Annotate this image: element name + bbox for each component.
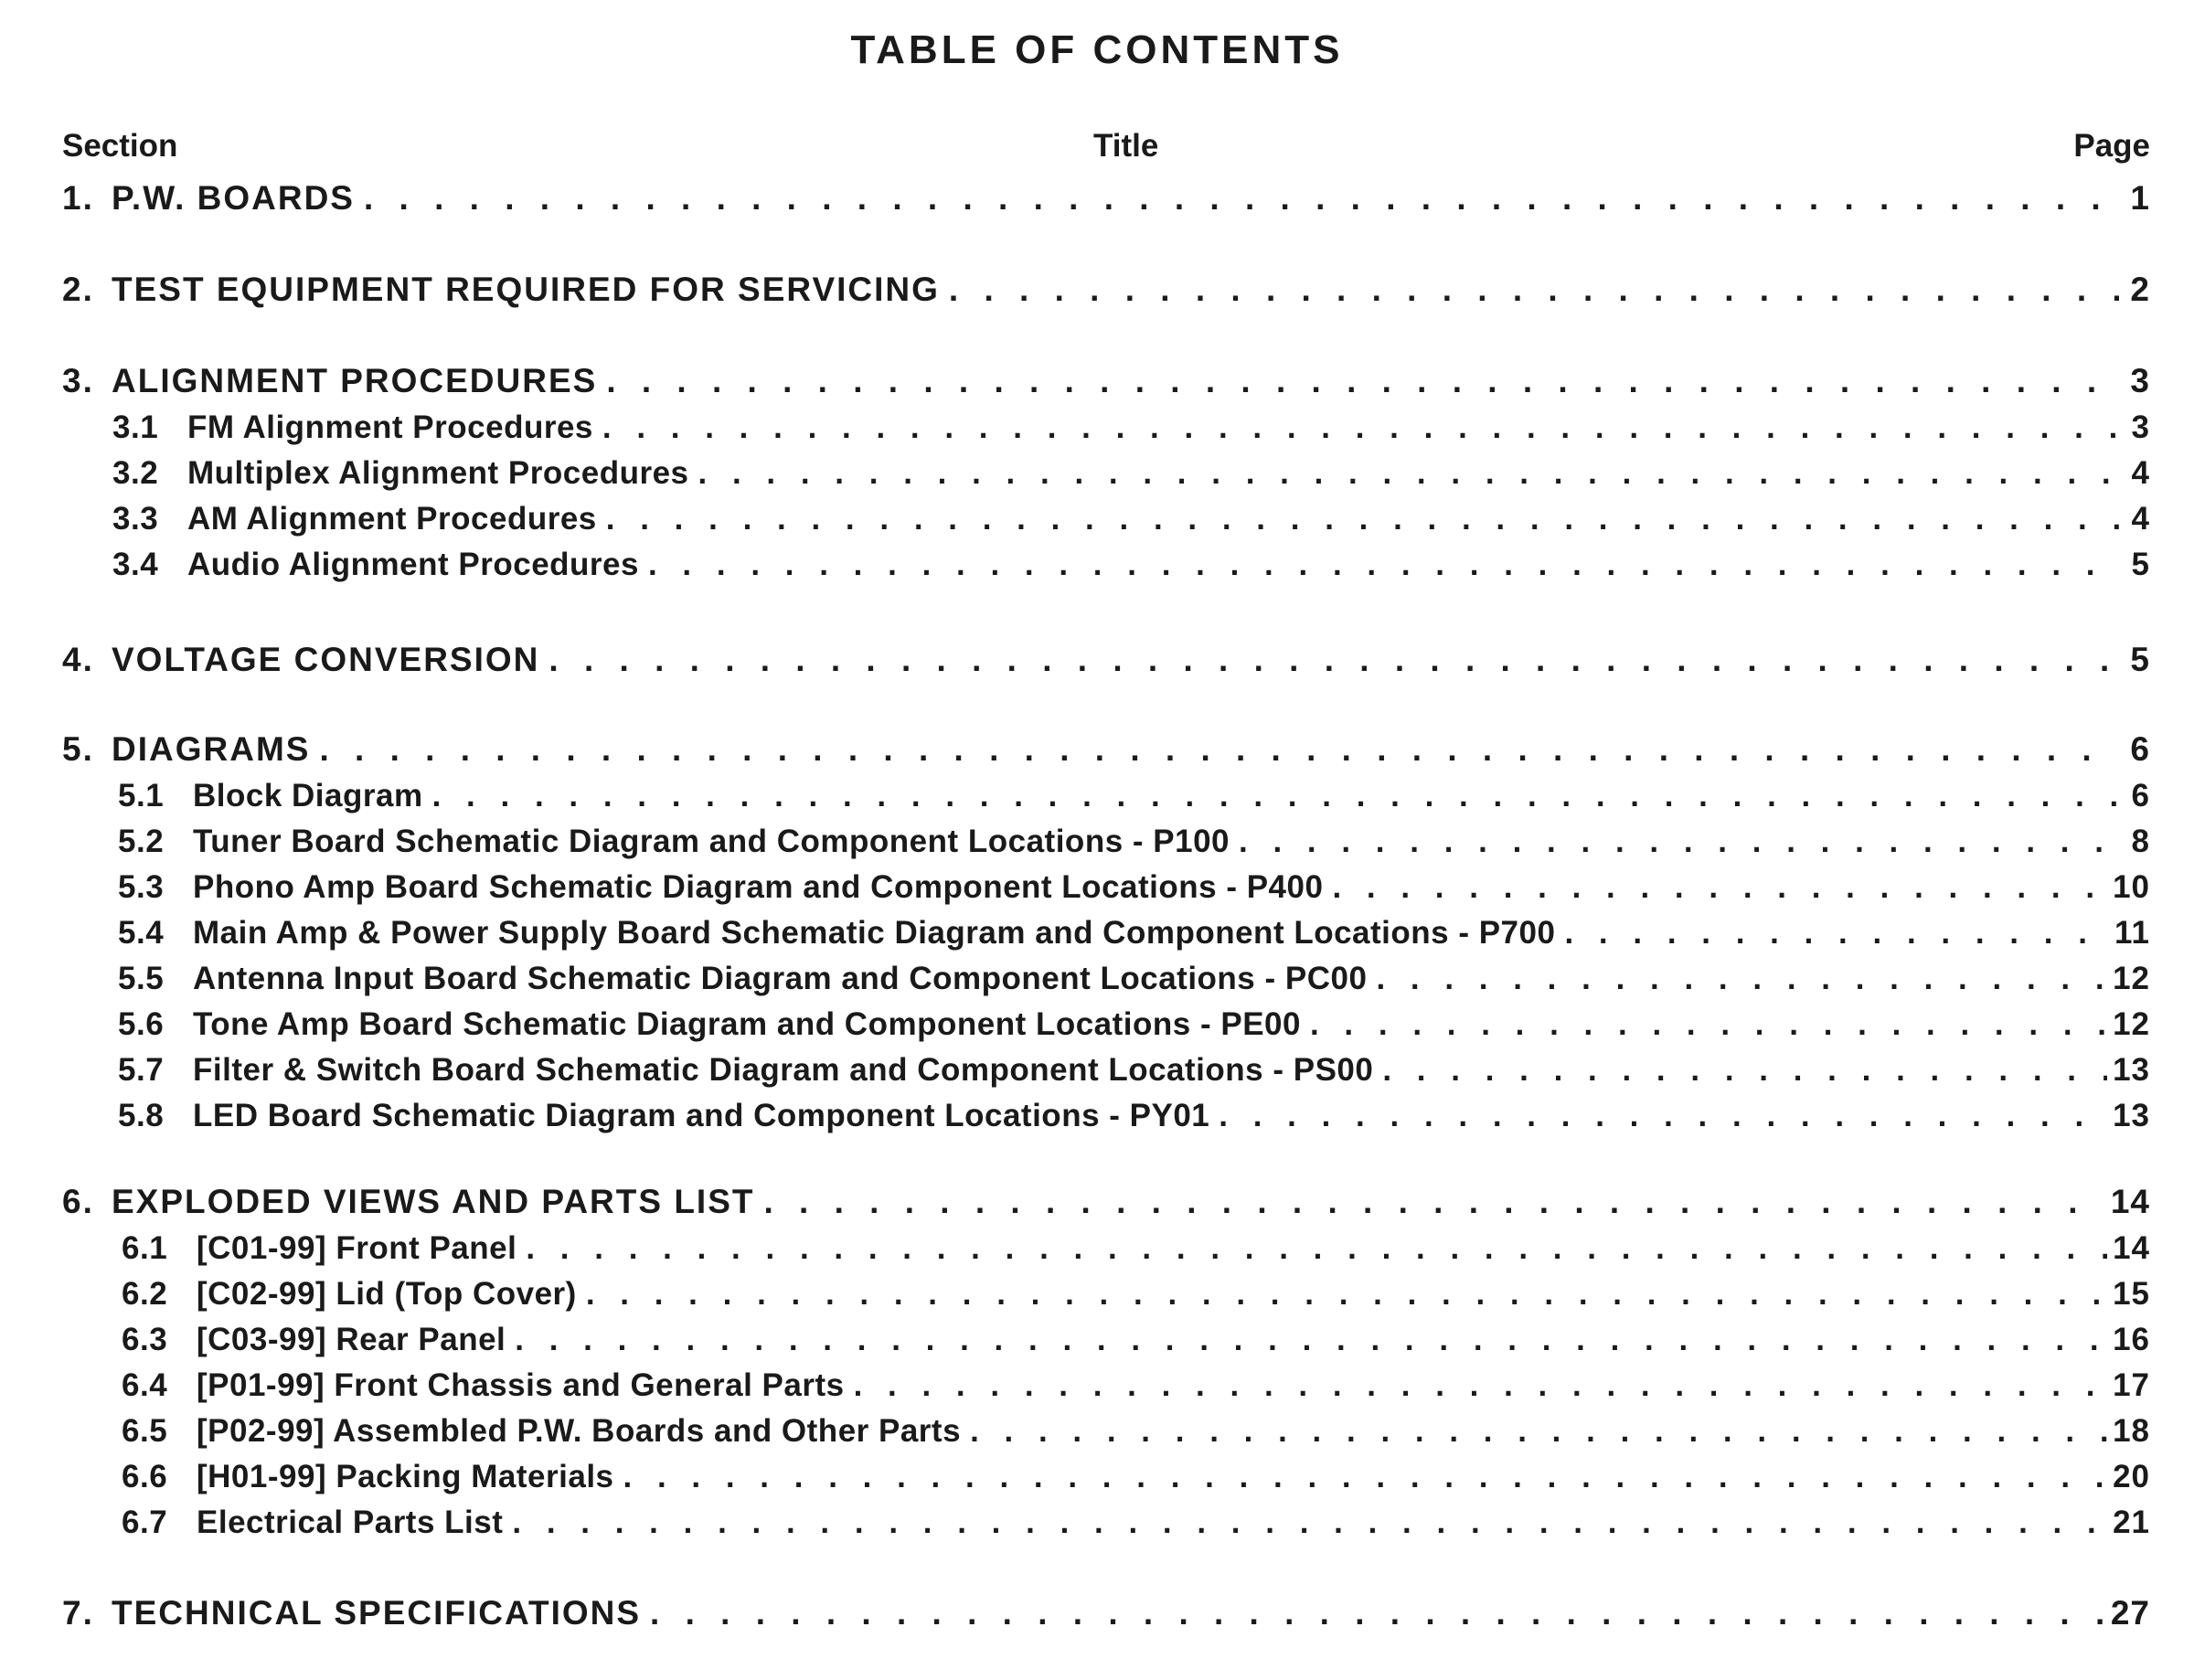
toc-entry-page: 21 bbox=[2113, 1505, 2150, 1540]
dot-leader bbox=[1376, 961, 2107, 997]
toc-entry-title: P.W. BOARDS bbox=[112, 179, 355, 217]
toc-entry-page: 3 bbox=[2131, 409, 2150, 445]
toc-entry-page: 15 bbox=[2113, 1276, 2150, 1312]
toc-entry-title: LED Board Schematic Diagram and Component Locations - PY01 bbox=[193, 1098, 1210, 1133]
dot-leader bbox=[648, 547, 2119, 583]
toc-entry-title: AM Alignment Procedures bbox=[187, 501, 597, 537]
toc-entry-number: 6.3 bbox=[122, 1322, 168, 1357]
toc-entry bbox=[0, 999, 2194, 1043]
toc-entry-title: Antenna Input Board Schematic Diagram and Component Locations - PC00 bbox=[193, 961, 1368, 996]
toc-entry-page: 1 bbox=[2130, 179, 2150, 217]
toc-entry-title: Audio Alignment Procedures bbox=[187, 547, 639, 582]
toc-entry-number: 5. bbox=[62, 730, 94, 768]
toc-entry bbox=[0, 265, 2194, 309]
toc-entry bbox=[0, 862, 2194, 906]
dot-leader bbox=[526, 1230, 2107, 1267]
toc-entry-page: 11 bbox=[2114, 915, 2150, 951]
dot-leader bbox=[1310, 1006, 2107, 1043]
toc-entry-page: 18 bbox=[2113, 1413, 2150, 1449]
column-header-page: Page bbox=[2073, 128, 2150, 164]
toc-entry-title: TEST EQUIPMENT REQUIRED FOR SERVICING bbox=[112, 271, 940, 308]
toc-entry-number: 5.5 bbox=[118, 961, 165, 996]
dot-leader bbox=[1219, 1098, 2107, 1134]
toc-entry bbox=[0, 1589, 2194, 1632]
toc-entry-number: 1. bbox=[62, 179, 94, 217]
toc-entry-page: 4 bbox=[2131, 455, 2150, 491]
dot-leader bbox=[319, 730, 2119, 769]
toc-entry-number: 4. bbox=[62, 641, 94, 678]
dot-leader bbox=[515, 1322, 2107, 1358]
toc-entry-page: 13 bbox=[2113, 1098, 2150, 1133]
toc-entry-number: 5.4 bbox=[118, 915, 165, 951]
toc-entry-page: 12 bbox=[2113, 961, 2150, 996]
toc-entry-number: 3.4 bbox=[112, 547, 159, 582]
toc-entry-title: [C01-99] Front Panel bbox=[197, 1230, 517, 1266]
toc-entry-page: 5 bbox=[2130, 641, 2150, 678]
toc-entry-page: 12 bbox=[2113, 1006, 2150, 1042]
toc-entry bbox=[0, 1497, 2194, 1541]
dot-leader bbox=[548, 641, 2119, 679]
toc-entry-title: FM Alignment Procedures bbox=[187, 409, 593, 445]
toc-entry-number: 6.4 bbox=[122, 1367, 168, 1403]
dot-leader bbox=[623, 1459, 2108, 1495]
toc-entry bbox=[0, 1223, 2194, 1267]
toc-entry-page: 14 bbox=[2110, 1183, 2150, 1220]
toc-entry-page: 20 bbox=[2113, 1459, 2150, 1494]
toc-entry-title: TECHNICAL SPECIFICATIONS bbox=[112, 1594, 642, 1632]
toc-entry bbox=[0, 816, 2194, 860]
toc-entry bbox=[0, 1177, 2194, 1221]
toc-entry bbox=[0, 953, 2194, 997]
toc-entry-title: Phono Amp Board Schematic Diagram and Component Locations - P400 bbox=[193, 869, 1324, 905]
dot-leader bbox=[606, 362, 2119, 400]
toc-entry-title: [P02-99] Assembled P.W. Boards and Other Parts bbox=[197, 1413, 962, 1449]
toc-entry-page: 2 bbox=[2130, 271, 2150, 308]
toc-entry bbox=[0, 356, 2194, 400]
toc-entry-page: 14 bbox=[2113, 1230, 2150, 1266]
toc-entry-page: 3 bbox=[2130, 362, 2150, 399]
column-header-title: Title bbox=[1093, 128, 1159, 164]
toc-entry bbox=[0, 448, 2194, 492]
toc-entry-title: [H01-99] Packing Materials bbox=[197, 1459, 614, 1494]
toc-entry bbox=[0, 494, 2194, 537]
toc-entry-number: 5.6 bbox=[118, 1006, 165, 1042]
dot-leader bbox=[586, 1276, 2107, 1313]
toc-entry-number: 2. bbox=[62, 271, 94, 308]
toc-entry bbox=[0, 635, 2194, 679]
toc-entry-page: 13 bbox=[2113, 1052, 2150, 1088]
dot-leader bbox=[606, 501, 2119, 537]
toc-entry-title: [P01-99] Front Chassis and General Parts bbox=[197, 1367, 845, 1403]
toc-entry bbox=[0, 1451, 2194, 1495]
dot-leader bbox=[1332, 869, 2107, 906]
dot-leader bbox=[1382, 1052, 2107, 1089]
toc-entry-number: 5.2 bbox=[118, 824, 165, 859]
toc-entry-title: Tuner Board Schematic Diagram and Component Locations - P100 bbox=[193, 824, 1230, 859]
dot-leader bbox=[949, 271, 2119, 309]
toc-entry-title: Block Diagram bbox=[193, 778, 423, 813]
dot-leader bbox=[854, 1367, 2107, 1404]
toc-entry bbox=[0, 725, 2194, 769]
dot-leader bbox=[650, 1594, 2105, 1632]
toc-entry-title: [C02-99] Lid (Top Cover) bbox=[197, 1276, 577, 1312]
toc-entry-page: 10 bbox=[2113, 869, 2150, 905]
dot-leader bbox=[698, 455, 2119, 492]
toc-entry bbox=[0, 908, 2194, 952]
toc-entry-number: 6.6 bbox=[122, 1459, 168, 1494]
toc-entry-title: [C03-99] Rear Panel bbox=[197, 1322, 506, 1357]
toc-entry-page: 17 bbox=[2113, 1367, 2150, 1403]
dot-leader bbox=[432, 778, 2119, 814]
toc-entry-title: VOLTAGE CONVERSION bbox=[112, 641, 540, 678]
toc-entry-title: Main Amp & Power Supply Board Schematic Diagram and Component Locations - P700 bbox=[193, 915, 1556, 951]
dot-leader bbox=[512, 1505, 2107, 1541]
toc-entry-page: 5 bbox=[2131, 547, 2150, 582]
toc-entry-title: Electrical Parts List bbox=[197, 1505, 504, 1540]
dot-leader bbox=[1564, 915, 2109, 952]
dot-leader bbox=[764, 1183, 2105, 1221]
toc-entry bbox=[0, 1360, 2194, 1404]
toc-entry-number: 6. bbox=[62, 1183, 94, 1220]
toc-entry bbox=[0, 174, 2194, 218]
toc-entry-title: DIAGRAMS bbox=[112, 730, 311, 768]
toc-entry-number: 6.2 bbox=[122, 1276, 168, 1312]
dot-leader bbox=[1239, 824, 2119, 860]
toc-entry-number: 3.1 bbox=[112, 409, 159, 445]
toc-entry-number: 7. bbox=[62, 1594, 94, 1632]
toc-entry-title: Filter & Switch Board Schematic Diagram and Component Locations - PS00 bbox=[193, 1052, 1374, 1088]
toc-entry bbox=[0, 1406, 2194, 1450]
toc-entry bbox=[0, 1269, 2194, 1313]
toc-entry-number: 3.3 bbox=[112, 501, 159, 537]
toc-entry-number: 6.7 bbox=[122, 1505, 168, 1540]
toc-entry-number: 5.3 bbox=[118, 869, 165, 905]
toc-entry-number: 3. bbox=[62, 362, 94, 399]
toc-entry-number: 5.8 bbox=[118, 1098, 165, 1133]
toc-entry-number: 6.5 bbox=[122, 1413, 168, 1449]
toc-entry bbox=[0, 1090, 2194, 1134]
toc-entry-number: 6.1 bbox=[122, 1230, 168, 1266]
toc-entry bbox=[0, 1045, 2194, 1089]
dot-leader bbox=[970, 1413, 2107, 1450]
toc-entry-page: 6 bbox=[2130, 730, 2150, 768]
toc-entry-page: 8 bbox=[2131, 824, 2150, 859]
toc-entry-number: 5.7 bbox=[118, 1052, 165, 1088]
toc-entry-title: ALIGNMENT PROCEDURES bbox=[112, 362, 598, 399]
toc-entry-page: 27 bbox=[2110, 1594, 2150, 1632]
toc-entry bbox=[0, 771, 2194, 814]
toc-entry-title: EXPLODED VIEWS AND PARTS LIST bbox=[112, 1183, 755, 1220]
toc-entry-page: 4 bbox=[2131, 501, 2150, 537]
toc-entry bbox=[0, 402, 2194, 446]
column-header-section: Section bbox=[62, 128, 178, 164]
dot-leader bbox=[602, 409, 2119, 446]
toc-entry-number: 5.1 bbox=[118, 778, 165, 813]
toc-entry-number: 3.2 bbox=[112, 455, 159, 491]
toc-entry-title: Tone Amp Board Schematic Diagram and Component Locations - PE00 bbox=[193, 1006, 1301, 1042]
dot-leader bbox=[364, 179, 2119, 218]
page-title: TABLE OF CONTENTS bbox=[850, 27, 1344, 72]
toc-entry-page: 16 bbox=[2113, 1322, 2150, 1357]
toc-entry bbox=[0, 1314, 2194, 1358]
toc-entry bbox=[0, 539, 2194, 583]
toc-entry-title: Multiplex Alignment Procedures bbox=[187, 455, 689, 491]
toc-entry-page: 6 bbox=[2131, 778, 2150, 813]
